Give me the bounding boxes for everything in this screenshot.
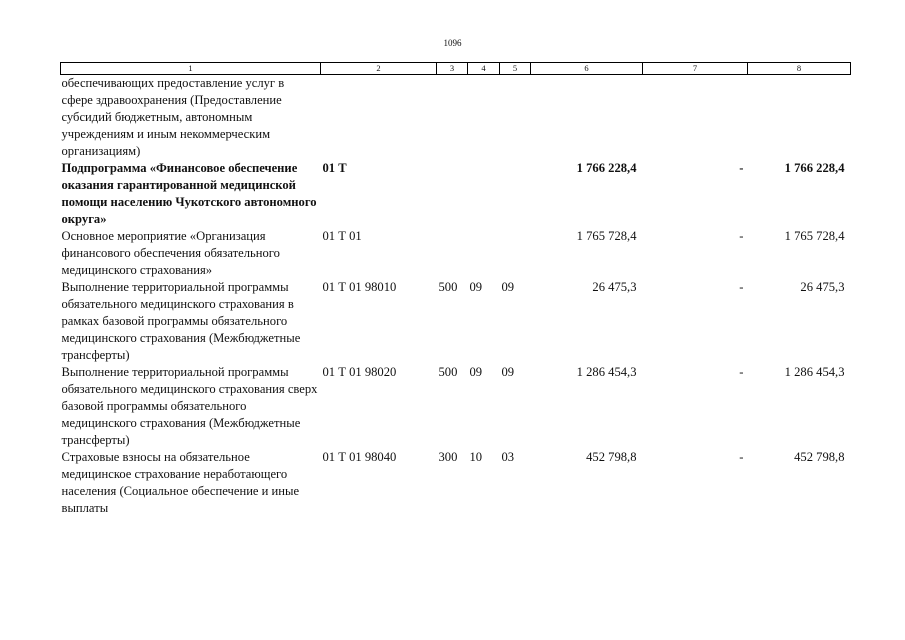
column-header-4: 4 bbox=[468, 63, 500, 75]
row-name: обеспечивающих предоставление услуг в сфере здравоохранения (Предоставление субсидий бюджетным, автономным учреждениям и иным некоммерческим организациям) bbox=[61, 76, 285, 158]
row-name: Подпрограмма «Финансовое обеспечение оказания гарантированной медицинской помощи населению Чукотского автономного округа» bbox=[61, 161, 317, 226]
row-name: Страховые взносы на обязательное медицинское страхование неработающего населения (Социальное обеспечение и иные выплаты bbox=[61, 450, 300, 515]
row-col-3 bbox=[437, 75, 468, 161]
budget-table bbox=[60, 62, 851, 517]
row-col-7: - bbox=[739, 450, 744, 464]
row-col-8: 1 766 228,4 bbox=[784, 161, 845, 175]
column-header-8: 8 bbox=[748, 63, 851, 75]
row-code: 01 Т 01 98010 bbox=[322, 280, 397, 294]
row-col-7: - bbox=[739, 229, 744, 243]
row-name: Основное мероприятие «Организация финансового обеспечения обязательного медицинского страхования» bbox=[61, 229, 280, 277]
row-col-5 bbox=[500, 75, 531, 161]
row-name: Выполнение территориальной программы обязательного медицинского страхования сверх базовой программы обязательного медицинского страхования (Межбюджетные трансферты) bbox=[61, 365, 318, 447]
row-code: 01 Т 01 bbox=[322, 229, 362, 243]
table-row bbox=[61, 228, 851, 279]
row-col-3 bbox=[437, 160, 468, 228]
row-col-3: 500 bbox=[438, 280, 458, 294]
column-header-5: 5 bbox=[500, 63, 531, 75]
row-col-4 bbox=[468, 160, 500, 228]
table-row-subprogram bbox=[61, 160, 851, 228]
row-col-8 bbox=[748, 75, 851, 161]
row-col-3: 300 bbox=[438, 450, 458, 464]
row-col-4: 10 bbox=[469, 450, 483, 464]
column-header-2: 2 bbox=[321, 63, 437, 75]
table-header bbox=[61, 63, 851, 75]
row-col-6: 1 766 228,4 bbox=[576, 161, 637, 175]
column-header-6: 6 bbox=[531, 63, 643, 75]
row-col-8: 1 765 728,4 bbox=[784, 229, 845, 243]
table-row bbox=[61, 449, 851, 517]
row-col-6: 1 286 454,3 bbox=[576, 365, 637, 379]
row-col-7 bbox=[643, 75, 748, 161]
row-col-4 bbox=[468, 75, 500, 161]
row-col-5: 09 bbox=[501, 280, 515, 294]
row-col-7: - bbox=[739, 365, 744, 379]
row-col-3: 500 bbox=[438, 365, 458, 379]
row-col-5: 09 bbox=[501, 365, 515, 379]
row-code bbox=[321, 75, 437, 161]
table-row bbox=[61, 75, 851, 161]
row-col-5 bbox=[500, 160, 531, 228]
row-col-7: - bbox=[739, 161, 744, 175]
row-col-4: 09 bbox=[469, 280, 483, 294]
row-col-6: 1 765 728,4 bbox=[576, 229, 637, 243]
row-col-5: 03 bbox=[501, 450, 515, 464]
header-row bbox=[61, 63, 851, 75]
column-header-7: 7 bbox=[643, 63, 748, 75]
row-col-7: - bbox=[739, 280, 744, 294]
row-col-6 bbox=[531, 75, 643, 161]
row-col-8: 26 475,3 bbox=[800, 280, 845, 294]
row-col-5 bbox=[500, 228, 531, 279]
row-code: 01 Т bbox=[322, 161, 347, 175]
row-col-6: 452 798,8 bbox=[586, 450, 637, 464]
row-col-8: 452 798,8 bbox=[794, 450, 845, 464]
page-number: 1096 bbox=[443, 38, 462, 48]
row-col-4: 09 bbox=[469, 365, 483, 379]
row-name: Выполнение территориальной программы обязательного медицинского страхования в рамках базовой программы обязательного медицинского страхования (Межбюджетные трансферты) bbox=[61, 280, 301, 362]
table-body bbox=[61, 75, 851, 518]
table-row bbox=[61, 279, 851, 364]
column-header-1: 1 bbox=[61, 63, 321, 75]
row-col-4 bbox=[468, 228, 500, 279]
row-col-6: 26 475,3 bbox=[592, 280, 637, 294]
row-code: 01 Т 01 98020 bbox=[322, 365, 397, 379]
row-code: 01 Т 01 98040 bbox=[322, 450, 397, 464]
table-row bbox=[61, 364, 851, 449]
row-col-3 bbox=[437, 228, 468, 279]
column-header-3: 3 bbox=[437, 63, 468, 75]
row-col-8: 1 286 454,3 bbox=[784, 365, 845, 379]
